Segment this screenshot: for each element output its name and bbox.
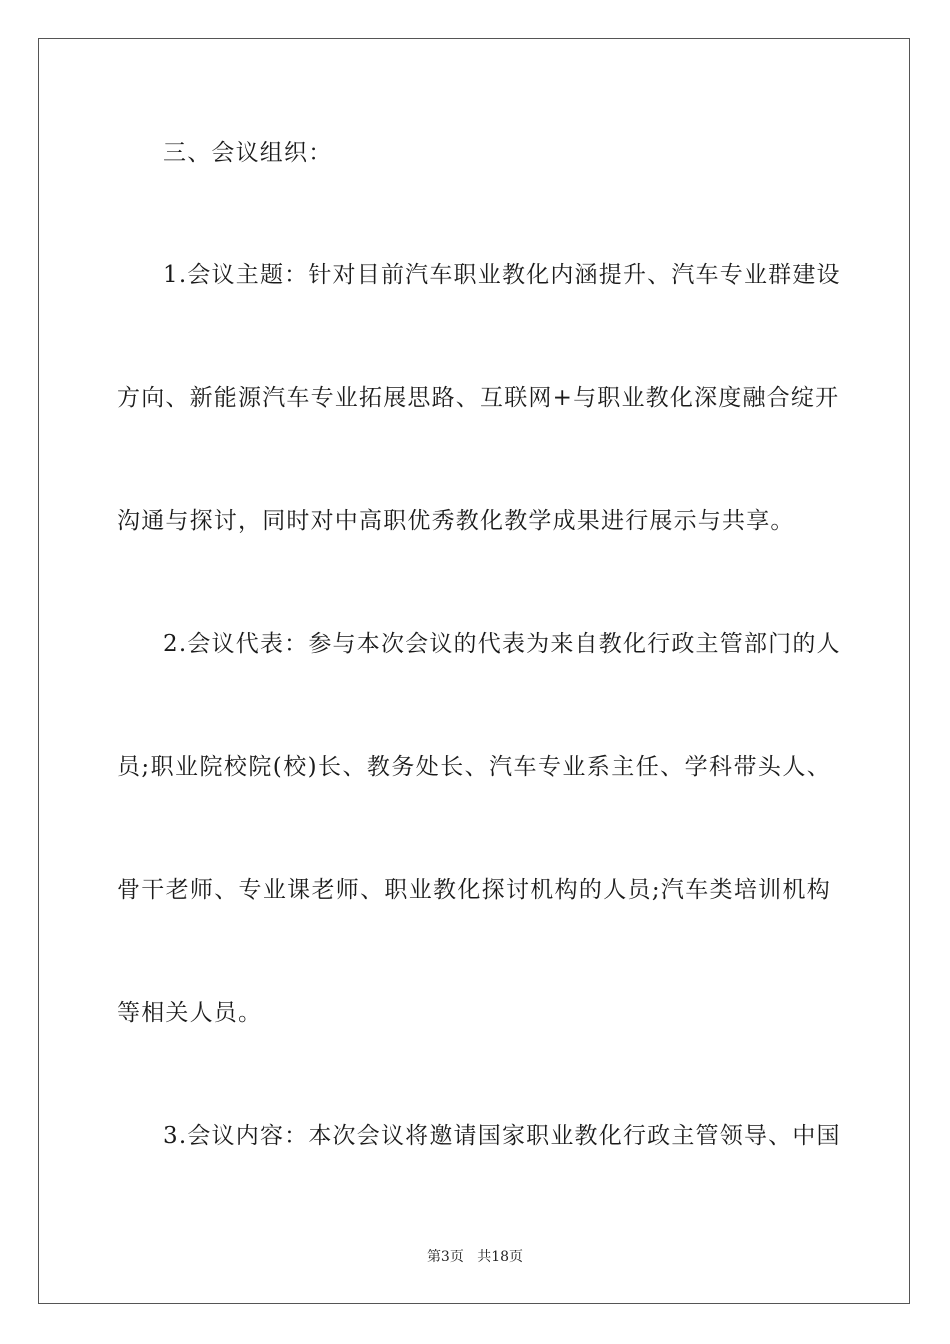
paragraph-line: 沟通与探讨，同时对中高职优秀教化教学成果进行展示与共享。	[117, 508, 795, 534]
paragraph-line: 3.会议内容：本次会议将邀请国家职业教化行政主管领导、中国	[163, 1123, 841, 1149]
page-footer	[0, 1248, 950, 1266]
paragraph-line: 骨干老师、专业课老师、职业教化探讨机构的人员;汽车类培训机构	[117, 877, 831, 903]
page-total: 共18页	[477, 1249, 524, 1265]
paragraph-line: 等相关人员。	[117, 1000, 263, 1026]
page-number: 第3页	[426, 1249, 464, 1265]
page-border	[38, 38, 910, 1304]
paragraph-line: 员;职业院校院(校)长、教务处长、汽车专业系主任、学科带头人、	[117, 754, 831, 780]
paragraph-line: 方向、新能源汽车专业拓展思路、互联网+与职业教化深度融合绽开	[117, 385, 840, 411]
paragraph-line: 1.会议主题：针对目前汽车职业教化内涵提升、汽车专业群建设	[163, 262, 841, 288]
section-heading: 三、会议组织：	[163, 140, 333, 166]
paragraph-line: 2.会议代表：参与本次会议的代表为来自教化行政主管部门的人	[163, 631, 841, 657]
